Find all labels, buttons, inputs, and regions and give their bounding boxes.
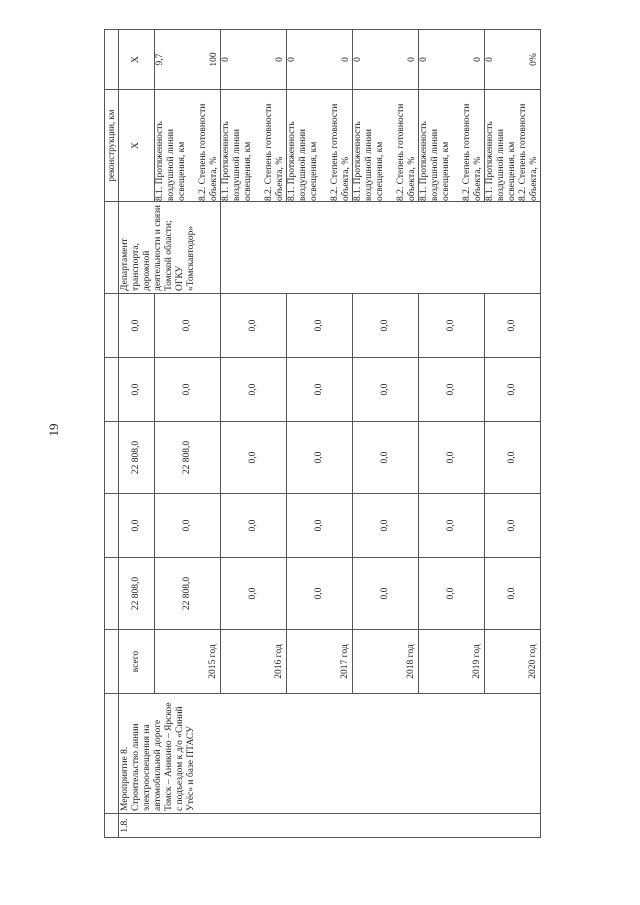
indicator-label: 8.1. Протяженность воздушной линии освещения, км	[353, 121, 385, 201]
total-cell: 22 808,0	[155, 558, 221, 630]
event-name	[119, 694, 541, 814]
indicator-value: 0	[407, 57, 418, 62]
indicator-value: 0	[473, 57, 484, 62]
other-cell: 0,0	[119, 294, 155, 358]
municipal-cell: 0,0	[155, 358, 221, 422]
indicator-label: Х	[119, 90, 155, 202]
total-cell: 0,0	[287, 558, 353, 630]
indicator-label: 8.1. Протяженность воздушной линии освещения, км	[419, 121, 451, 201]
header-empty-5	[105, 494, 119, 558]
regional-cell: 0,0	[221, 422, 287, 494]
regional-cell: 0,0	[353, 422, 419, 494]
indicator-label: 8.1. Протяженность воздушной линии освещения, км	[155, 121, 187, 201]
header-empty-1	[105, 814, 119, 838]
indicator-label: 8.1. Протяженность воздушной линии освещения, км	[221, 121, 253, 201]
indicator-label: 8.1. Протяженность воздушной линии освещения, км	[485, 121, 517, 201]
indicator-value: 100	[209, 52, 220, 67]
rotated-table-container	[104, 30, 539, 838]
indicator-label: 8.2. Степень готовности объекта, %	[517, 103, 539, 201]
indicator-pair	[287, 90, 353, 202]
indicator-pair	[485, 90, 541, 202]
indicator-pair	[353, 90, 419, 202]
federal-cell: 0,0	[221, 494, 287, 558]
header-empty-11	[105, 30, 119, 90]
indicator-label: 8.2. Степень готовности объекта, %	[264, 103, 286, 201]
year-cell: 2018 год	[353, 630, 419, 694]
indicator-pair	[221, 90, 287, 202]
indicator-value: 0	[275, 57, 286, 62]
indicator-value: 9,7	[155, 53, 165, 66]
other-cell: 0,0	[419, 294, 485, 358]
other-cell: 0,0	[485, 294, 541, 358]
header-empty-2	[105, 694, 119, 814]
year-cell: 2017 год	[287, 630, 353, 694]
indicator-pair	[155, 90, 221, 202]
regional-cell: 0,0	[419, 422, 485, 494]
program-table	[104, 29, 541, 838]
indicator-label: 8.2. Степень готовности объекта, %	[330, 103, 352, 201]
indicator-label: 8.2. Степень готовности объекта, %	[396, 103, 418, 201]
indicator-label: 8.2. Степень готовности объекта, %	[462, 103, 484, 201]
indicator-value: Х	[119, 30, 155, 90]
total-cell: 0,0	[419, 558, 485, 630]
federal-cell: 0,0	[353, 494, 419, 558]
federal-cell: 0,0	[155, 494, 221, 558]
regional-cell: 0,0	[287, 422, 353, 494]
municipal-cell: 0,0	[119, 358, 155, 422]
header-empty-3	[105, 630, 119, 694]
municipal-cell: 0,0	[485, 358, 541, 422]
indicator-label: 8.1. Протяженность воздушной линии освещения, км	[287, 121, 319, 201]
other-cell: 0,0	[287, 294, 353, 358]
year-cell: 2015 год	[155, 630, 221, 694]
executor-cell: Департамент транспорта, дорожной деятельности и связи Томской области; ОГКУ «Томскавтодор»	[119, 202, 221, 294]
header-empty-7	[105, 358, 119, 422]
executor-empty	[221, 202, 541, 294]
federal-cell: 0,0	[119, 494, 155, 558]
indicator-value-pair	[353, 30, 419, 90]
indicator-value-pair	[419, 30, 485, 90]
indicator-value: 0	[341, 57, 352, 62]
header-empty-6	[105, 422, 119, 494]
municipal-cell: 0,0	[419, 358, 485, 422]
indicator-value: 0	[221, 57, 231, 62]
event-name-text: Мероприятие 8. Строительство линии электроосвещения на автомобильной дороге Томск – Аникино – Ярское с подъездом к д/о «Синий Утёс» и базе ПТАСУ	[120, 702, 196, 811]
indicator-value-pair	[155, 30, 221, 90]
indicator-value-pair	[221, 30, 287, 90]
other-cell: 0,0	[353, 294, 419, 358]
row-number: 1.8.	[119, 814, 541, 838]
municipal-cell: 0,0	[221, 358, 287, 422]
indicator-value: 0	[287, 57, 297, 62]
municipal-cell: 0,0	[353, 358, 419, 422]
year-cell: 2020 год	[485, 630, 541, 694]
total-cell: 0,0	[353, 558, 419, 630]
regional-cell: 0,0	[485, 422, 541, 494]
other-cell: 0,0	[155, 294, 221, 358]
federal-cell: 0,0	[419, 494, 485, 558]
total-cell: 0,0	[485, 558, 541, 630]
table-viewport	[104, 30, 539, 838]
indicator-value: 0	[419, 57, 429, 62]
indicator-value-pair	[287, 30, 353, 90]
total-cell: 0,0	[221, 558, 287, 630]
year-cell: 2019 год	[419, 630, 485, 694]
federal-cell: 0,0	[287, 494, 353, 558]
header-empty-4	[105, 558, 119, 630]
header-empty-8	[105, 294, 119, 358]
regional-cell: 22 808,0	[119, 422, 155, 494]
indicator-value-pair	[485, 30, 541, 90]
indicator-label: 8.2. Степень готовности объекта, %	[198, 103, 220, 201]
page-number: 19	[46, 423, 61, 437]
header-cell-reconstruction: реконструкции, км	[105, 90, 119, 202]
total-cell: 22 808,0	[119, 558, 155, 630]
header-empty-9	[105, 202, 119, 294]
regional-cell: 22 808,0	[155, 422, 221, 494]
municipal-cell: 0,0	[287, 358, 353, 422]
federal-cell: 0,0	[485, 494, 541, 558]
year-cell: всего	[119, 630, 155, 694]
year-cell: 2016 год	[221, 630, 287, 694]
indicator-value: 0%	[528, 53, 539, 66]
indicator-pair	[419, 90, 485, 202]
indicator-value: 0	[353, 57, 363, 62]
indicator-value: 0	[485, 57, 495, 62]
other-cell: 0,0	[221, 294, 287, 358]
